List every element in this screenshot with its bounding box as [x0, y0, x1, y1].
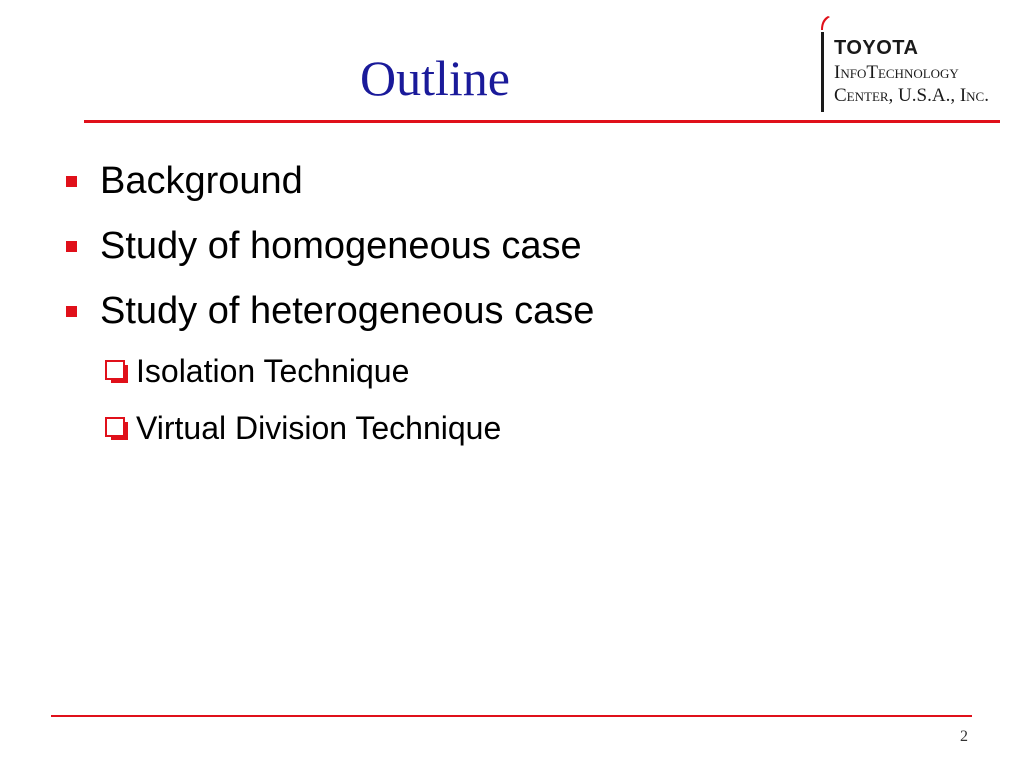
- slide-title: Outline: [360, 50, 510, 106]
- logo-line-infotechnology: [834, 62, 959, 84]
- footer-divider: [51, 715, 972, 717]
- page-number: 2: [960, 728, 968, 745]
- outline-item: Study of heterogeneous case: [100, 290, 595, 332]
- bullet-square-icon: [66, 241, 77, 252]
- title-divider: [84, 120, 1000, 123]
- outline-subitem: Isolation Technique: [136, 353, 410, 389]
- logo-line-center: [834, 85, 989, 107]
- bullet-hollow-square-icon: [105, 417, 125, 437]
- logo-brand: TOYOTA: [834, 37, 919, 59]
- bullet-square-icon: [66, 176, 77, 187]
- bullet-square-icon: [66, 306, 77, 317]
- logo-line3-text: Center, U.S.A., Inc.: [834, 85, 989, 106]
- outline-item: Background: [100, 160, 303, 202]
- logo-line2-text: InfoTechnology: [834, 62, 959, 83]
- bullet-hollow-square-icon: [105, 360, 125, 380]
- outline-item: Study of homogeneous case: [100, 225, 582, 267]
- outline-subitem: Virtual Division Technique: [136, 410, 502, 446]
